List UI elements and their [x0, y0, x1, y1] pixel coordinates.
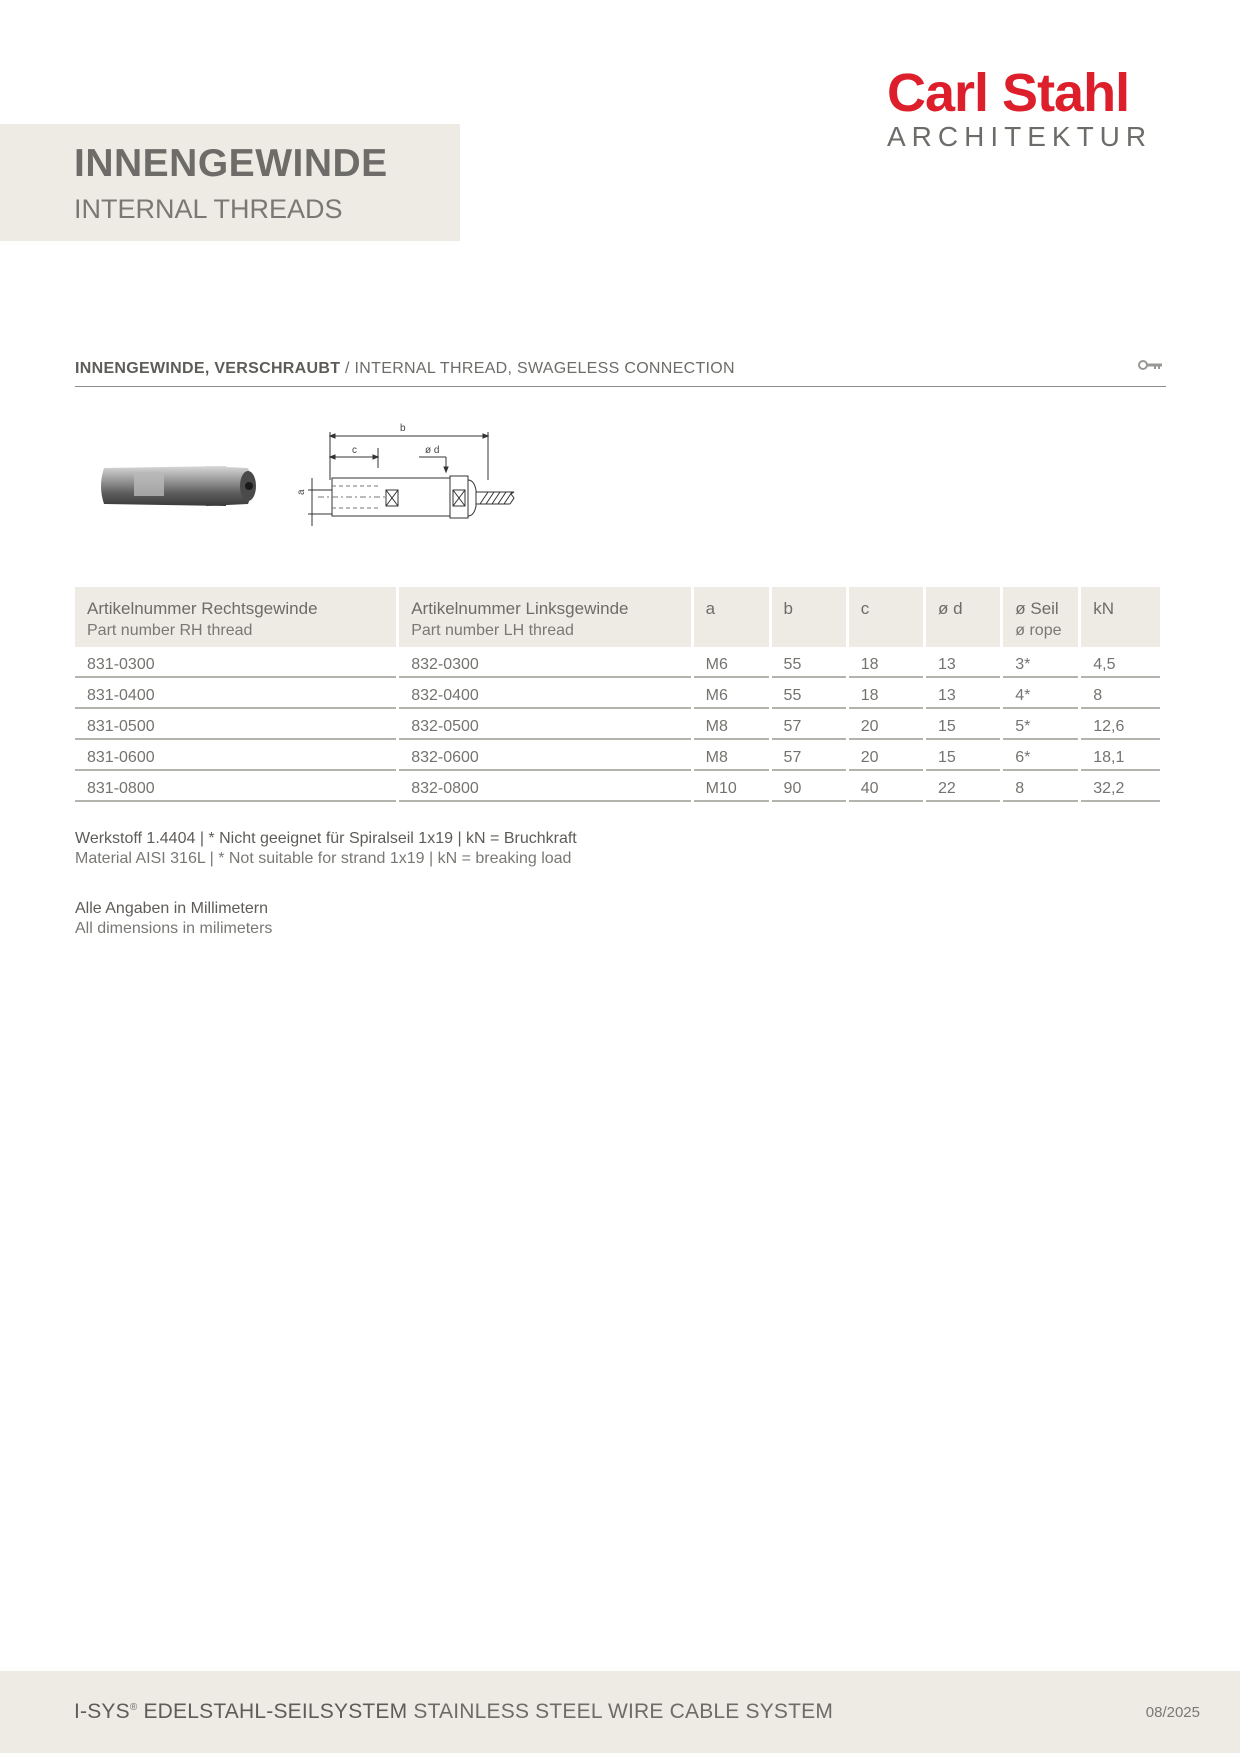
page-title: INNENGEWINDE [74, 142, 388, 185]
spec-table [72, 587, 1163, 802]
section-heading-de: INNENGEWINDE, VERSCHRAUBT [75, 360, 341, 377]
table-cell: 3* [1003, 647, 1078, 678]
table-cell: 832-0400 [399, 678, 690, 709]
footer-brand: I-SYS [74, 1700, 130, 1723]
drawing-label-d: ø d [425, 445, 440, 456]
table-cell: M6 [694, 647, 769, 678]
table-row [75, 709, 1160, 740]
drawing-label-c: c [352, 445, 357, 456]
table-row [75, 647, 1160, 678]
column-header: c [849, 587, 923, 647]
table-cell: 4* [1003, 678, 1078, 709]
table-cell: 832-0300 [399, 647, 690, 678]
table-cell: 12,6 [1081, 709, 1160, 740]
notes [75, 829, 577, 939]
table-row [75, 771, 1160, 802]
logo-subtitle: ARCHITEKTUR [887, 121, 1153, 152]
table-cell: 55 [772, 647, 846, 678]
table-cell: 18 [849, 647, 923, 678]
section-heading-text [75, 352, 1166, 386]
table-cell: 832-0500 [399, 709, 690, 740]
drawing-label-b: b [400, 423, 406, 434]
units-note-de: Alle Angaben in Millimetern [75, 900, 268, 917]
table-cell: 18 [849, 678, 923, 709]
table-cell: M10 [694, 771, 769, 802]
table-cell: 18,1 [1081, 740, 1160, 771]
section-heading [75, 352, 1166, 387]
wrench-icon [1138, 358, 1164, 377]
table-cell: 20 [849, 709, 923, 740]
column-header: kN [1081, 587, 1160, 647]
footer-title-de: EDELSTAHL-SEILSYSTEM [137, 1700, 408, 1723]
section-heading-en: INTERNAL THREAD, SWAGELESS CONNECTION [354, 360, 735, 377]
table-cell: 6* [1003, 740, 1078, 771]
table-cell: M8 [694, 709, 769, 740]
table-cell: M8 [694, 740, 769, 771]
table-cell: 55 [772, 678, 846, 709]
footer-title [74, 1700, 833, 1724]
footer-title-en: STAINLESS STEEL WIRE CABLE SYSTEM [407, 1700, 834, 1723]
page-footer [0, 1671, 1240, 1753]
table-header-row [75, 587, 1160, 647]
table-cell: 832-0800 [399, 771, 690, 802]
units-note-en: All dimensions in milimeters [75, 920, 273, 937]
table-cell: 8 [1081, 678, 1160, 709]
table-cell: M6 [694, 678, 769, 709]
table-row [75, 740, 1160, 771]
brand-logo [887, 63, 1187, 152]
column-header: Artikelnummer Linksgewinde Part number LH thread [399, 587, 690, 647]
drawing-label-a: a [296, 489, 307, 495]
table-cell: 8 [1003, 771, 1078, 802]
table-cell: 22 [926, 771, 1000, 802]
table-cell: 831-0500 [75, 709, 396, 740]
table-cell: 831-0300 [75, 647, 396, 678]
table-cell: 831-0800 [75, 771, 396, 802]
material-note-en: Material AISI 316L | * Not suitable for strand 1x19 | kN = breaking load [75, 850, 572, 867]
table-cell: 831-0400 [75, 678, 396, 709]
table-cell: 4,5 [1081, 647, 1160, 678]
registered-mark: ® [129, 1702, 138, 1713]
column-header: Artikelnummer Rechtsgewinde Part number RH thread [75, 587, 396, 647]
column-header: ø Seil ø rope [1003, 587, 1078, 647]
table-cell: 5* [1003, 709, 1078, 740]
table-cell: 15 [926, 740, 1000, 771]
product-photo [98, 460, 260, 517]
table-cell: 90 [772, 771, 846, 802]
table-cell: 15 [926, 709, 1000, 740]
table-cell: 32,2 [1081, 771, 1160, 802]
table-cell: 20 [849, 740, 923, 771]
table-row [75, 678, 1160, 709]
page-subtitle: INTERNAL THREADS [74, 194, 343, 224]
technical-drawing [298, 420, 528, 535]
logo-brand: Carl Stahl [887, 63, 1130, 123]
column-header: ø d [926, 587, 1000, 647]
title-panel [0, 124, 460, 241]
section-heading-separator: / [340, 360, 355, 377]
table-cell: 831-0600 [75, 740, 396, 771]
table-cell: 40 [849, 771, 923, 802]
table-cell: 57 [772, 709, 846, 740]
column-header: b [772, 587, 846, 647]
table-cell: 13 [926, 678, 1000, 709]
column-header: a [694, 587, 769, 647]
table-cell: 832-0600 [399, 740, 690, 771]
footer-date: 08/2025 [1145, 1704, 1200, 1721]
material-note-de: Werkstoff 1.4404 | * Nicht geeignet für Spiralseil 1x19 | kN = Bruchkraft [75, 830, 577, 847]
table-cell: 57 [772, 740, 846, 771]
table-cell: 13 [926, 647, 1000, 678]
